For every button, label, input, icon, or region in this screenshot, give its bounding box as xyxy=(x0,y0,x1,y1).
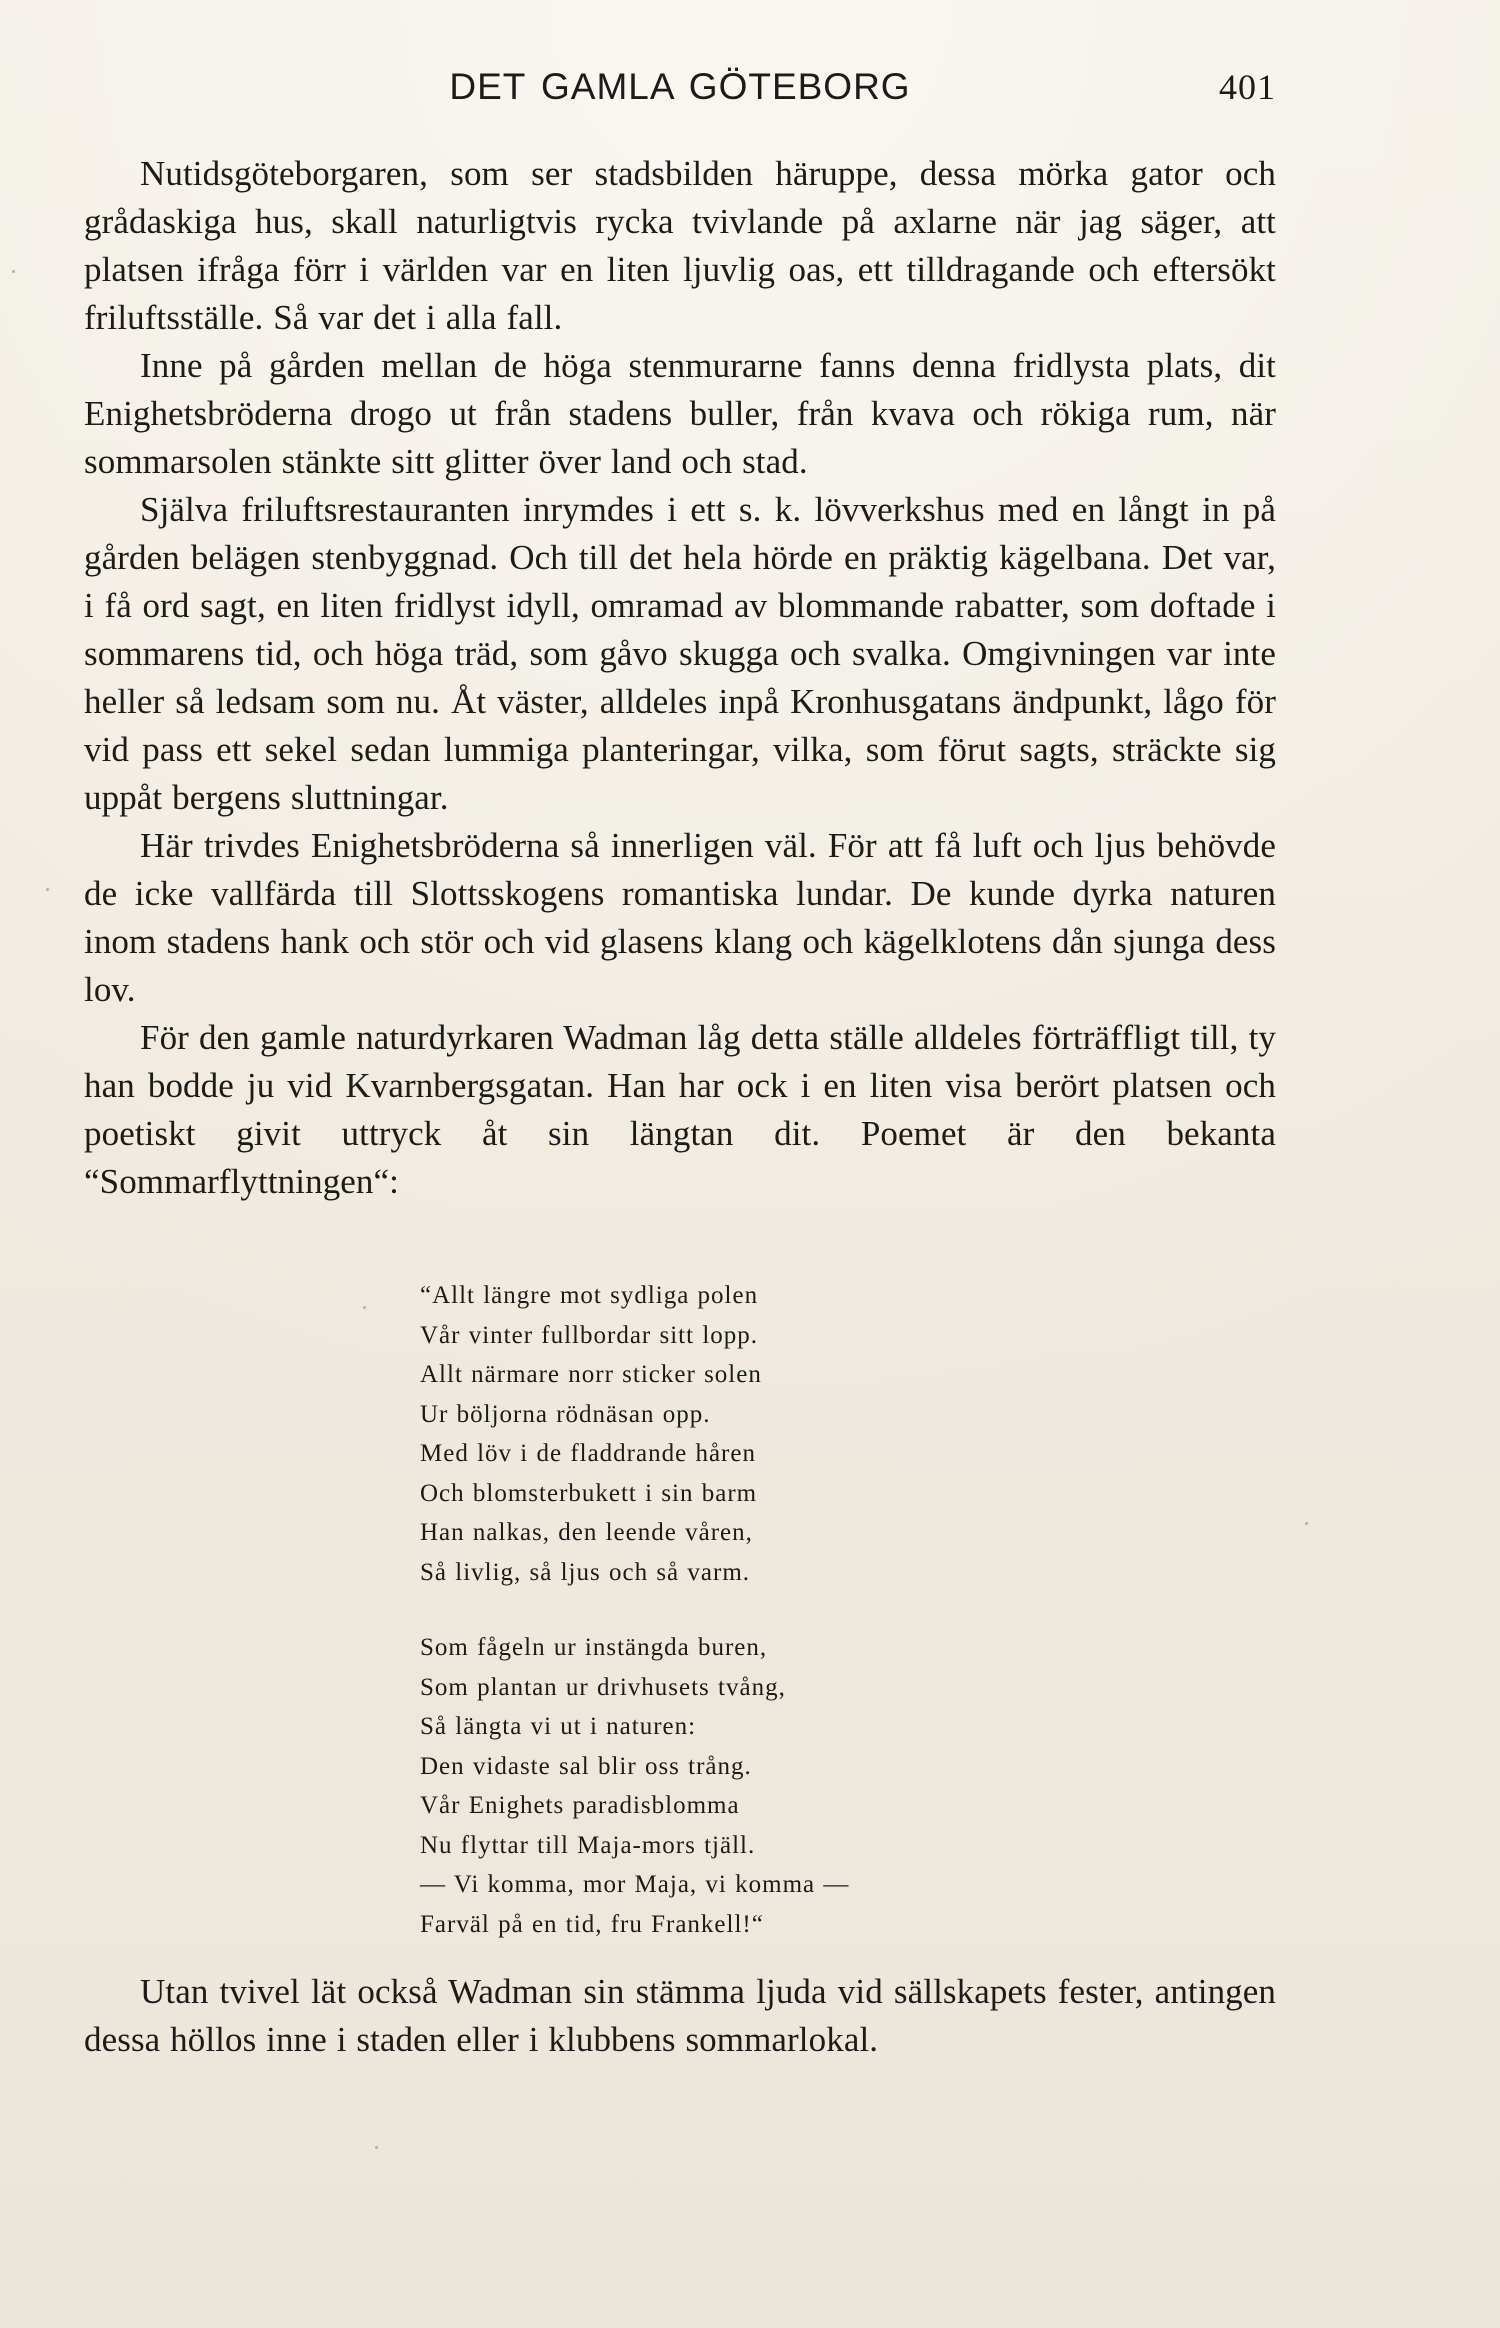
closing-paragraph: Utan tvivel lät också Wadman sin stämma ljuda vid sällskapets fester, antingen dessa höllos inne i staden eller i klubbens sommarlokal. xyxy=(84,1972,1276,2059)
page-number: 401 xyxy=(1219,67,1276,107)
poem-line: Vår vinter fullbordar sitt lopp. xyxy=(420,1321,759,1349)
paper-speck xyxy=(1305,1522,1308,1525)
paragraph: Inne på gården mellan de höga stenmurarne fanns denna fridlysta plats, dit Enighetsbröderna drogo ut från stadens buller, från kvava och rökiga rum, när sommarsolen stänkte sitt glitter över land och stad. xyxy=(84,346,1276,481)
paper-speck xyxy=(12,270,15,273)
paper-speck xyxy=(46,888,49,891)
poem-line: Allt närmare norr sticker solen xyxy=(420,1361,762,1388)
poem-stanza-2 xyxy=(420,1628,1020,1944)
poem-line: Ur böljorna rödnäsan opp. xyxy=(420,1400,711,1428)
paragraph: Själva friluftsrestauranten inrymdes i ett s. k. lövverkshus med en långt in på gården belägen stenbyggnad. Och till det hela hörde en präktig kägelbana. Det var, i få ord sagt, en liten fridlyst idyll, omramad av blommande rabatter, som doftade i sommarens tid, och höga träd, som gåvo skugga och svalka. Omgivningen var inte heller så ledsam som nu. Åt väster, alldeles inpå Kronhusgatans ändpunkt, lågo för vid pass ett sekel sedan lummiga planteringar, vilka, som förut sagts, sträckte sig uppåt bergens sluttningar. xyxy=(84,490,1276,817)
poem-line: Med löv i de fladdrande håren xyxy=(420,1440,756,1467)
poem-line: “Allt längre mot sydliga polen xyxy=(420,1282,759,1309)
closing-text xyxy=(84,1968,1276,2064)
page-header xyxy=(84,66,1276,116)
poem-line: Så längta vi ut i naturen: xyxy=(420,1713,697,1740)
paper-speck xyxy=(363,1306,366,1309)
poem-line: Så livlig, så ljus och så varm. xyxy=(420,1558,751,1586)
poem-line: Som plantan ur drivhusets tvång, xyxy=(420,1673,786,1701)
poem-line: Som fågeln ur instängda buren, xyxy=(420,1634,768,1661)
paragraph: För den gamle naturdyrkaren Wadman låg detta ställe alldeles förträffligt till, ty han bodde ju vid Kvarnbergsgatan. Han har ock i en liten visa berört platsen och poetiskt givit uttryck åt sin längtan dit. Poemet är den bekanta “Sommarflyttningen“: xyxy=(84,1018,1276,1201)
paper-speck xyxy=(375,2146,378,2149)
body-text xyxy=(84,150,1276,1206)
poem-line: Nu flyttar till Maja-mors tjäll. xyxy=(420,1831,756,1859)
poem-line: — Vi komma, mor Maja, vi komma — xyxy=(420,1871,850,1898)
poem-stanza-1 xyxy=(420,1276,1020,1592)
poem-line: Den vidaste sal blir oss trång. xyxy=(420,1752,752,1780)
poem-line: Farväl på en tid, fru Frankell!“ xyxy=(420,1910,764,1938)
poem-line: Han nalkas, den leende våren, xyxy=(420,1519,753,1546)
poem-line: Vår Enighets paradisblomma xyxy=(420,1792,740,1819)
paragraph: Nutidsgöteborgaren, som ser stadsbilden häruppe, dessa mörka gator och grådaskiga hus, skall naturligtvis rycka tvivlande på axlarne när jag säger, att platsen ifråga förr i världen var en liten ljuvlig oas, ett tilldragande och eftersökt friluftsställe. Så var det i alla fall. xyxy=(84,154,1276,337)
poem-line: Och blomsterbukett i sin barm xyxy=(420,1479,758,1507)
paragraph: Här trivdes Enighetsbröderna så innerligen väl. För att få luft och ljus behövde de icke vallfärda till Slottsskogens romantiska lundar. De kunde dyrka naturen inom stadens hank och stör och vid glasens klang och kägelklotens dån sjunga dess lov. xyxy=(84,826,1276,1009)
running-title: DET GAMLA GÖTEBORG xyxy=(449,66,911,107)
